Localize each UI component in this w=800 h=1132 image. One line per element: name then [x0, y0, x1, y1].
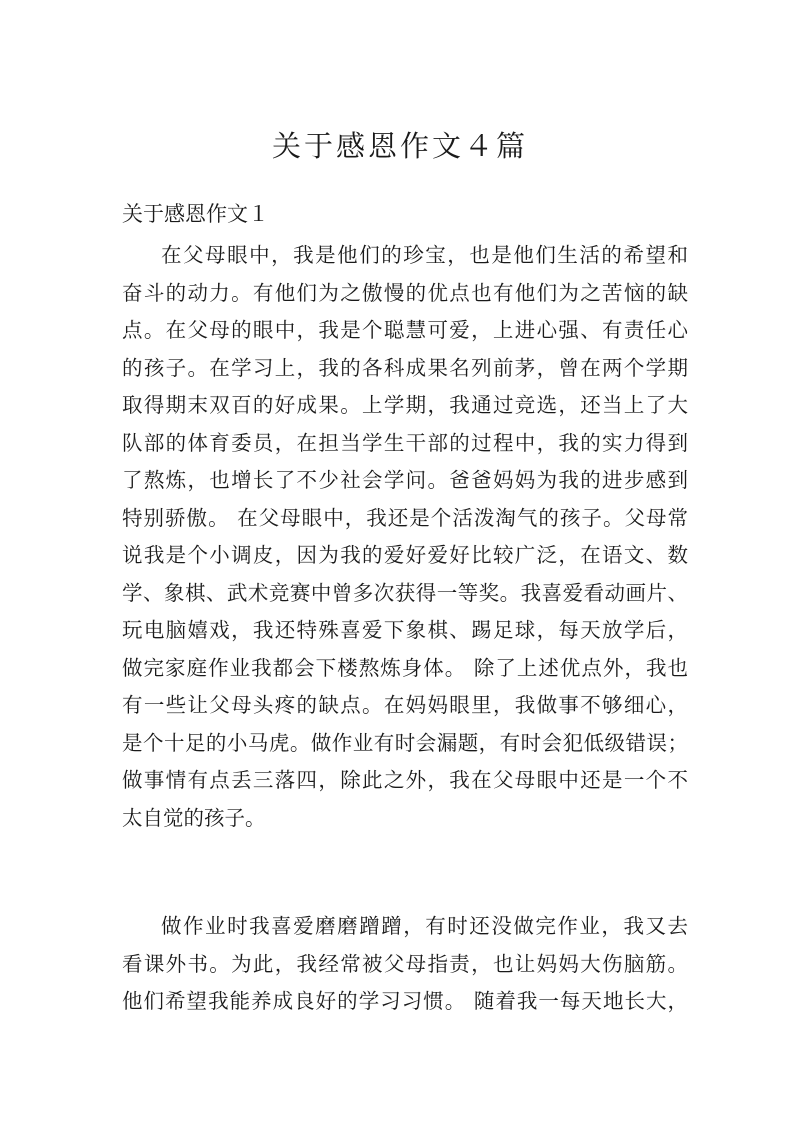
paragraph-1	[122, 237, 688, 837]
paragraph-line: 说我是个小调皮，因为我的爱好爱好比较广泛，在语文、数	[122, 543, 688, 567]
paragraph-line: 做事情有点丢三落四，除此之外，我在父母眼中还是一个不	[122, 768, 688, 792]
paragraph-line: 学、象棋、武术竞赛中曾多次获得一等奖。我喜爱看动画片、	[122, 580, 688, 605]
paragraph-line: 玩电脑嬉戏，我还特殊喜爱下象棋、踢足球，每天放学后，	[122, 618, 688, 642]
paragraph-line: 队部的体育委员，在担当学生干部的过程中，我的实力得到	[122, 430, 688, 455]
paragraph-line: 了熬炼，也增长了不少社会学问。爸爸妈妈为我的进步感到	[122, 468, 688, 492]
paragraph-line: 看课外书。为此，我经常被父母指责，也让妈妈大伤脑筋。	[122, 951, 688, 976]
paragraph-line: 有一些让父母头疼的缺点。在妈妈眼里，我做事不够细心，	[122, 693, 688, 717]
paragraph-line: 特别骄傲。 在父母眼中，我还是个活泼淘气的孩子。父母常	[122, 505, 688, 530]
paragraph-2	[122, 908, 688, 1021]
paragraph-line: 做作业时我喜爱磨磨蹭蹭，有时还没做完作业，我又去	[161, 914, 688, 938]
document-title: 关于感恩作文４篇	[271, 129, 528, 163]
paragraph-line: 太自觉的孩子。	[122, 805, 266, 830]
paragraph-line: 他们希望我能养成良好的学习习惯。 随着我一每天地长大，	[122, 989, 688, 1013]
section-heading: 关于感恩作文１	[122, 202, 269, 226]
paragraph-line: 在父母眼中，我是他们的珍宝，也是他们生活的希望和	[161, 243, 688, 267]
paragraph-line: 取得期末双百的好成果。上学期，我通过竞选，还当上了大	[122, 393, 688, 417]
paragraph-line: 点。在父母的眼中，我是个聪慧可爱，上进心强、有责任心	[122, 318, 688, 342]
paragraph-line: 奋斗的动力。有他们为之傲慢的优点也有他们为之苦恼的缺	[122, 280, 688, 305]
paragraph-line: 的孩子。在学习上，我的各科成果名列前茅，曾在两个学期	[122, 355, 688, 380]
paragraph-line: 做完家庭作业我都会下楼熬炼身体。 除了上述优点外，我也	[122, 655, 688, 680]
paragraph-line: 是个十足的小马虎。做作业有时会漏题，有时会犯低级错误；	[122, 730, 688, 755]
